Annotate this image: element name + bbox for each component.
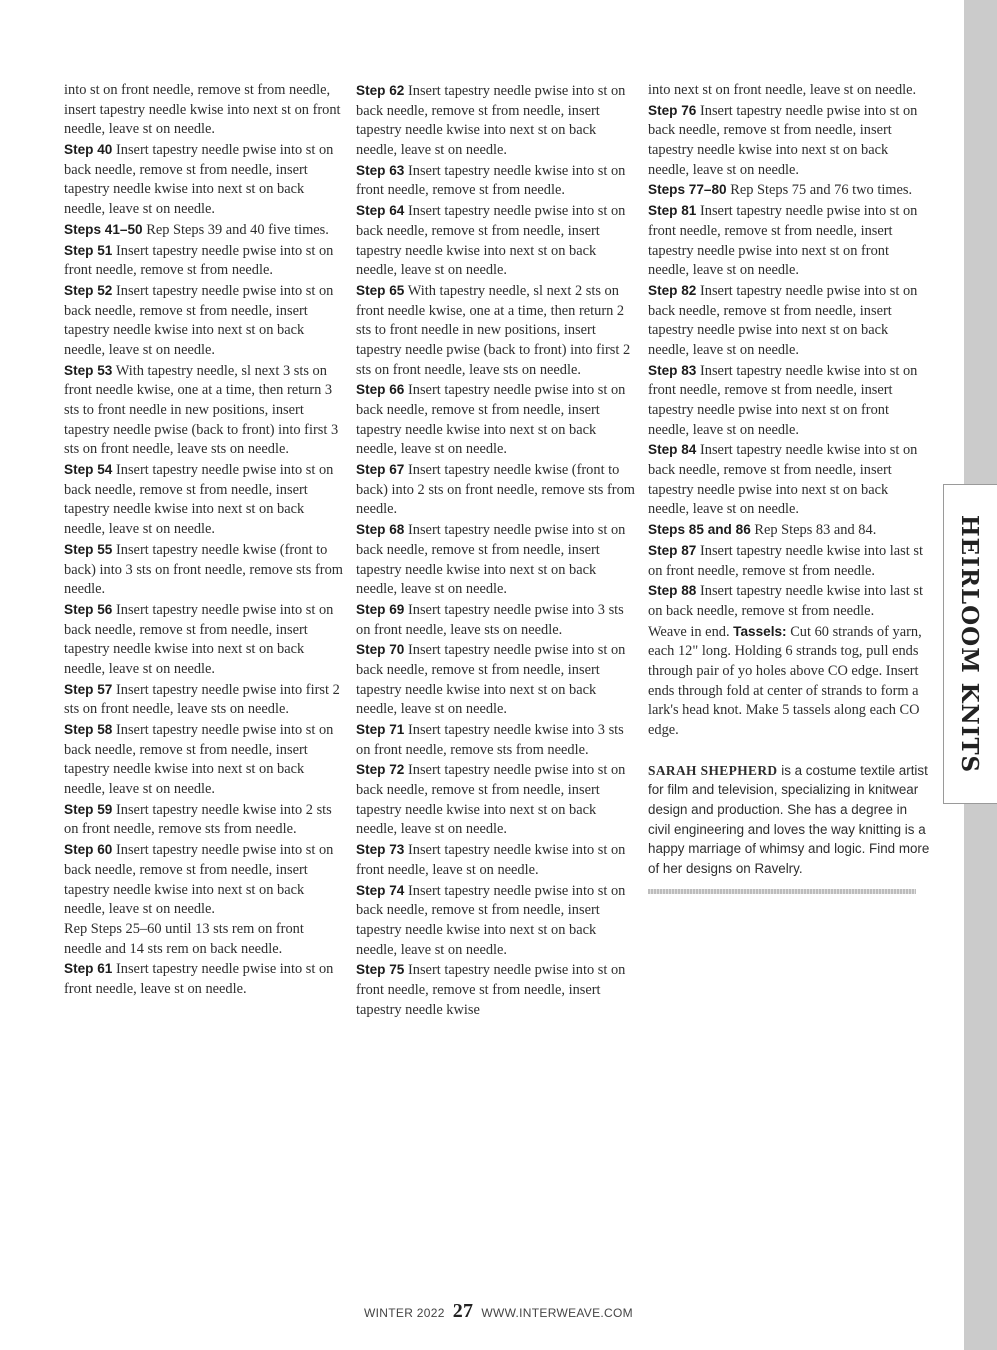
instruction-paragraph [648,520,930,541]
step-label: Steps 85 and 86 [648,522,751,538]
step-label: Step 87 [648,542,697,558]
step-text: Insert tapestry needle pwise into st on back needle, remove st from needle, insert tapestry needle kwise into next st on back needle, leave st on needle. [356,522,626,598]
instruction-paragraph [356,281,636,380]
step-text: Insert tapestry needle pwise into st on back needle, remove st from needle, insert tapestry needle kwise into next st on back needle, leave st on needle. [64,142,334,218]
step-label: Step 57 [64,681,113,697]
step-text: With tapestry needle, sl next 3 sts on front needle kwise, one at a time, then return 3 sts to front needle in new positions, insert tapestry needle pwise (back to front) into first 3 sts on front needle, leave sts on needle. [64,362,339,458]
step-text: Insert tapestry needle pwise into st on back needle, remove st from needle, insert tapestry needle kwise into next st on back needle, leave st on needle. [64,462,334,538]
section-tab-label: HEIRLOOM KNITS [956,514,984,774]
instruction-paragraph [64,800,344,840]
step-label: Step 69 [356,601,405,617]
tassels-pre: Weave in end. [648,623,730,640]
step-text: Insert tapestry needle kwise into 2 sts on front needle, remove sts from needle. [64,801,332,838]
section-tab [943,484,997,804]
step-text: Insert tapestry needle pwise into st on front needle, leave st on needle. [64,961,334,997]
step-label: Step 63 [356,162,405,178]
step-label: Step 64 [356,203,405,219]
step-label: Step 40 [64,142,113,158]
instruction-paragraph [356,161,636,201]
footer-issue: WINTER 2022 [364,1306,445,1320]
instruction-paragraph [356,600,636,640]
column-3-steps [648,81,930,622]
step-label: Step 88 [648,583,697,599]
step-text: Insert tapestry needle kwise into 3 sts on front needle, remove sts from needle. [356,722,624,758]
step-label: Step 59 [64,801,113,817]
instruction-paragraph [64,680,344,720]
instruction-paragraph [64,281,344,361]
step-label: Step 73 [356,842,405,858]
instruction-paragraph [356,960,636,1020]
instruction-paragraph [64,140,344,220]
column-2 [356,81,636,1020]
step-label: Step 58 [64,722,113,737]
column-1 [64,81,344,1000]
step-text: Insert tapestry needle pwise into st on back needle, remove st from needle, insert tapestry needle kwise into next st on back needle, leave st on needle. [356,882,626,958]
instruction-paragraph [648,81,930,101]
step-text: Insert tapestry needle kwise into st on front needle, leave st on needle. [356,842,626,878]
step-label: Step 68 [356,522,405,538]
step-text: Insert tapestry needle pwise into st on back needle, remove st from needle, insert tapestry needle pwise into next st on back needle, leave st on needle. [648,282,918,358]
step-text: Insert tapestry needle kwise (front to back) into 2 sts on front needle, remove sts from needle. [356,462,635,518]
instruction-paragraph [648,101,930,181]
instruction-paragraph [648,361,930,441]
tassels-text: Cut 60 strands of yarn, each 12" long. Holding 6 strands tog, pull ends through pair of yo holes above CO edge. Insert ends through fold at center of strands to form a lark's head knot. Make 5 tassels along each CO edge. [648,623,922,738]
step-label: Steps 41–50 [64,221,143,237]
instruction-paragraph [64,361,344,460]
author-bio [648,761,930,879]
bio-divider [648,889,916,894]
step-text: Rep Steps 25–60 until 13 sts rem on front needle and 14 sts rem on back needle. [64,920,304,957]
step-text: Insert tapestry needle pwise into st on back needle, remove st from needle, insert tapestry needle kwise into next st on back needle, leave st on needle. [356,762,626,838]
instruction-paragraph [64,220,344,241]
instruction-paragraph [648,541,930,581]
step-text: Rep Steps 83 and 84. [754,522,877,539]
step-text: Insert tapestry needle pwise into st on back needle, remove st from needle, insert tapestry needle kwise into next st on back needle, leave st on needle. [64,282,334,358]
author-bio-text: is a costume textile artist for film and television, specializing in knitwear design and production. She has a degree in civil engineering and loves the way knitting is a happy marriage of whimsy and logic. Find more of her designs on Ravelry. [648,762,930,877]
instruction-paragraph [64,920,344,959]
instruction-paragraph [648,440,930,520]
footer-website: WWW.INTERWEAVE.COM [481,1306,633,1320]
instruction-paragraph [64,241,344,281]
step-text: Insert tapestry needle pwise into st on back needle, remove st from needle, insert tapestry needle kwise into next st on back needle, leave st on needle. [356,203,626,279]
instruction-paragraph [648,201,930,281]
author-name: SARAH SHEPHERD [648,762,778,778]
step-label: Steps 77–80 [648,182,727,198]
step-label: Step 52 [64,282,113,298]
step-label: Step 70 [356,642,405,658]
step-text: Insert tapestry needle pwise into st on back needle, remove st from needle, insert tapestry needle kwise into next st on back needle, leave st on needle. [64,842,334,918]
step-label: Step 62 [356,83,405,98]
instruction-paragraph [64,460,344,540]
step-text: into next st on front needle, leave st on needle. [648,82,917,98]
page-footer [0,1300,997,1323]
step-label: Step 82 [648,282,697,298]
step-text: Insert tapestry needle kwise into last st on front needle, remove st from needle. [648,542,923,579]
step-text: Insert tapestry needle pwise into first 2 sts on front needle, leave sts on needle. [64,681,340,718]
step-text: Insert tapestry needle kwise into st on front needle, remove st from needle, insert tapestry needle pwise into next st on front needle, leave st on needle. [648,362,918,438]
step-text: Insert tapestry needle pwise into st on front needle, remove st from needle, insert tapestry needle kwise [356,962,626,1018]
step-text: into st on front needle, remove st from needle, insert tapestry needle kwise into next st on front needle, leave st on needle. [64,82,341,138]
step-text: Insert tapestry needle pwise into st on back needle, remove st from needle, insert tapestry needle kwise into next st on back needle, leave st on needle. [648,102,918,178]
step-label: Step 71 [356,722,405,737]
instruction-paragraph [356,520,636,600]
instruction-paragraph [64,720,344,800]
step-text: Insert tapestry needle kwise into last st on back needle, remove st from needle. [648,583,923,619]
step-text: Insert tapestry needle pwise into st on front needle, remove st from needle, insert tapestry needle pwise into next st on front needle, leave st on needle. [648,203,918,279]
instruction-paragraph [356,760,636,840]
step-label: Step 61 [64,961,113,977]
tassels-label: Tassels: [733,623,787,639]
step-label: Step 81 [648,203,697,219]
instruction-paragraph [648,281,930,361]
step-text: With tapestry needle, sl next 2 sts on front needle kwise, one at a time, then return 2 sts to front needle in new positions, insert tapestry needle pwise (back to front) into first 2 sts on front needle, leave sts on needle. [356,282,631,378]
instruction-paragraph [356,640,636,720]
step-label: Step 51 [64,242,113,258]
step-text: Insert tapestry needle pwise into st on back needle, remove st from needle, insert tapestry needle kwise into next st on back needle, leave st on needle. [356,382,626,458]
page-number: 27 [452,1300,474,1322]
step-text: Insert tapestry needle kwise into st on front needle, remove st from needle. [356,162,626,199]
step-label: Step 84 [648,442,697,458]
step-label: Step 75 [356,962,405,978]
step-label: Step 83 [648,362,697,378]
instruction-paragraph [356,201,636,281]
step-label: Step 56 [64,601,113,617]
step-label: Step 60 [64,842,113,858]
instruction-paragraph [648,180,930,201]
step-label: Step 66 [356,382,405,398]
instruction-paragraph [356,720,636,760]
instruction-paragraph [64,600,344,680]
step-label: Step 54 [64,462,113,478]
step-text: Insert tapestry needle kwise (front to back) into 3 sts on front needle, remove sts from needle. [64,541,343,598]
step-text: Insert tapestry needle pwise into st on back needle, remove st from needle, insert tapestry needle kwise into next st on back needle, leave st on needle. [64,601,334,677]
step-text: Rep Steps 39 and 40 five times. [146,221,329,238]
step-label: Step 55 [64,541,113,557]
step-text: Insert tapestry needle pwise into st on back needle, remove st from needle, insert tapestry needle kwise into next st on back needle, leave st on needle. [356,642,626,718]
step-text: Insert tapestry needle kwise into st on back needle, remove st from needle, insert tapestry needle pwise into next st on back needle, leave st on needle. [648,442,918,518]
step-label: Step 74 [356,882,405,898]
step-text: Insert tapestry needle pwise into st on back needle, remove st from needle, insert tapestry needle kwise into next st on back needle, leave st on needle. [64,722,334,798]
step-label: Step 67 [356,462,405,478]
step-label: Step 72 [356,762,405,778]
step-label: Step 53 [64,362,113,378]
instruction-paragraph [356,380,636,460]
step-label: Step 76 [648,102,697,118]
instruction-paragraph [64,959,344,999]
tassels-paragraph [648,622,930,741]
column-3 [648,81,930,894]
instruction-paragraph [648,581,930,621]
step-text: Insert tapestry needle pwise into st on front needle, remove st from needle. [64,242,334,279]
step-text: Rep Steps 75 and 76 two times. [730,182,913,199]
instruction-paragraph [356,840,636,880]
step-label: Step 65 [356,282,405,298]
step-text: Insert tapestry needle pwise into st on back needle, remove st from needle, insert tapestry needle kwise into next st on back needle, leave st on needle. [356,83,626,159]
instruction-paragraph [356,460,636,520]
step-text: Insert tapestry needle pwise into 3 sts on front needle, leave sts on needle. [356,601,624,638]
instruction-paragraph [64,540,344,600]
instruction-paragraph [356,881,636,961]
instruction-paragraph [64,840,344,920]
instruction-paragraph [356,81,636,161]
instruction-paragraph [64,81,344,140]
